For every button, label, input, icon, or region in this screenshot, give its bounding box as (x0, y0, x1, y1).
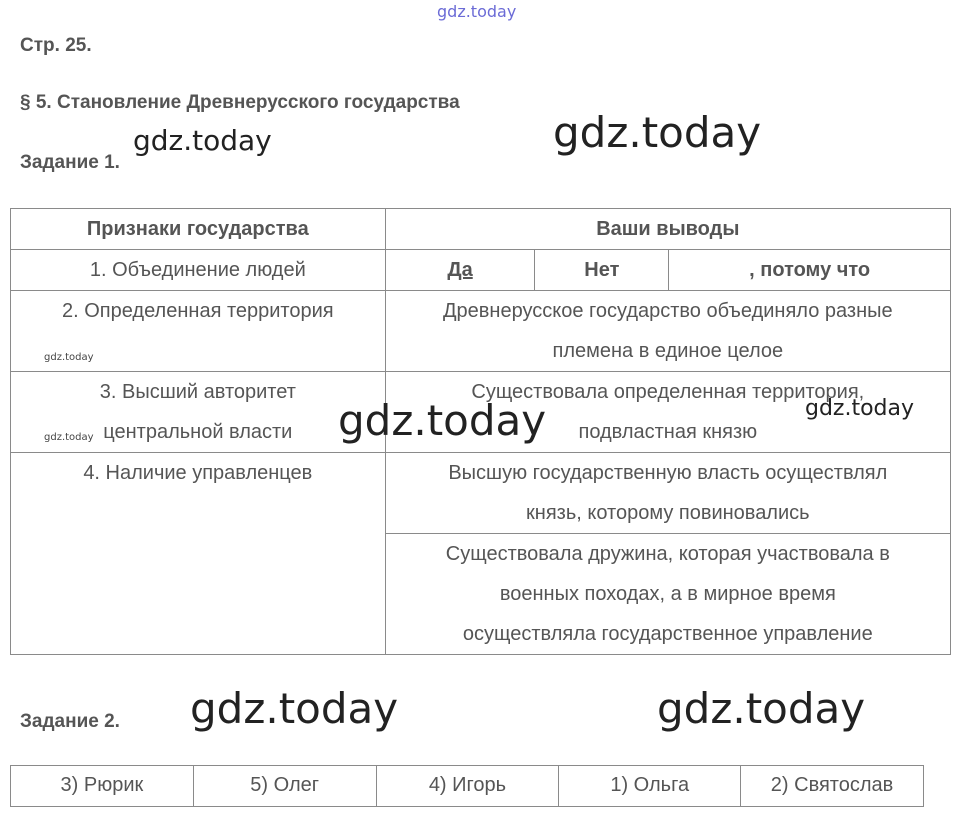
ruler-cell: 3) Рюрик (11, 766, 194, 807)
cell-line: Высшую государственную власть осуществлял (448, 462, 888, 484)
because-cell: , потому что (669, 250, 951, 291)
watermark: gdz.today (133, 124, 272, 157)
cell-line: военных походах, а в мирное время (499, 583, 836, 605)
table-cell (385, 453, 950, 534)
watermark: gdz.today (190, 684, 399, 733)
watermark-small: gdz.today (44, 352, 94, 363)
table-cell: 4. Наличие управленцев (11, 453, 386, 655)
no-cell: Нет (535, 250, 669, 291)
col-header-signs: Признаки государства (11, 209, 386, 250)
page-ref: Стр. 25. (20, 35, 92, 56)
task2-label: Задание 2. (20, 711, 120, 732)
yes-label: Да (447, 259, 473, 281)
table-cell (11, 372, 386, 453)
table-cell: 1. Объединение людей (11, 250, 386, 291)
watermark: gdz.today (553, 108, 762, 157)
ruler-cell: 1) Ольга (559, 766, 741, 807)
cell-line: князь, которому повиновались (526, 502, 810, 524)
cell-line: племена в единое целое (552, 340, 784, 362)
cell-line: подвластная князю (578, 421, 758, 443)
table-cell (385, 291, 950, 372)
watermark: gdz.today (338, 396, 547, 445)
rulers-order-table (10, 765, 924, 807)
table-cell: 2. Определенная территория (11, 291, 386, 372)
cell-line: Существовала определенная территория, (471, 381, 865, 403)
ruler-cell: 5) Олег (193, 766, 376, 807)
table-cell (385, 534, 950, 655)
ruler-cell: 2) Святослав (741, 766, 924, 807)
cell-line: центральной власти (103, 421, 293, 443)
cell-line: 3. Высший авторитет (99, 381, 296, 403)
watermark-top: gdz.today (437, 2, 517, 21)
cell-line: осуществляла государственное управление (462, 623, 873, 645)
section-title: § 5. Становление Древнерусского государства (20, 92, 460, 113)
watermark: gdz.today (805, 396, 915, 421)
cell-line: Древнерусское государство объединяло разные (442, 300, 893, 322)
watermark-small: gdz.today (44, 432, 94, 443)
yes-cell (385, 250, 535, 291)
watermark: gdz.today (657, 684, 866, 733)
cell-line: Существовала дружина, которая участвовала в (445, 543, 890, 565)
col-header-conclusions: Ваши выводы (385, 209, 950, 250)
task1-label: Задание 1. (20, 152, 120, 173)
ruler-cell: 4) Игорь (376, 766, 559, 807)
